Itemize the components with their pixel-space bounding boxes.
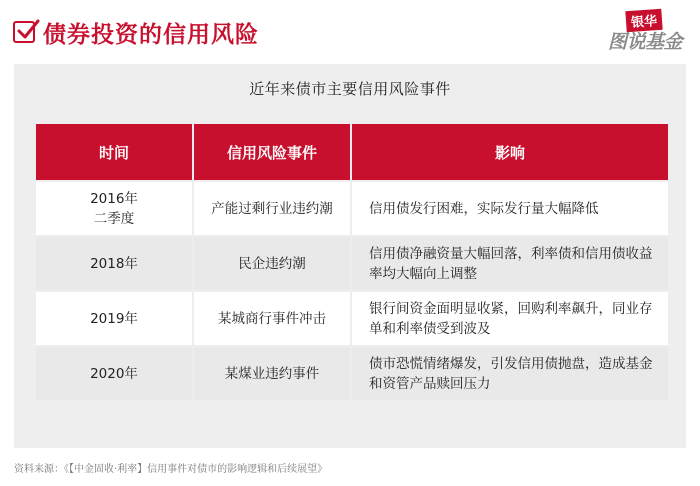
table-row [36, 292, 668, 345]
table-row [36, 347, 668, 400]
source-note: 资料来源：《【中金固收·利率】信用事件对债市的影响逻辑和后续展望》 [14, 464, 328, 475]
logo-text: 图说基金 [608, 31, 683, 53]
cell-time: 2016年 二季度 [36, 182, 192, 235]
risk-events-table [34, 122, 670, 402]
cell-event: 某煤业违约事件 [194, 347, 350, 400]
cell-event: 民企违约潮 [194, 237, 350, 290]
cell-impact: 银行间资金面明显收紧，回购利率飙升，同业存单和利率债受到波及 [352, 292, 668, 345]
column-header-impact: 影响 [352, 124, 668, 180]
table-row [36, 182, 668, 235]
page-title: 债券投资的信用风险 [43, 22, 259, 48]
cell-impact: 债市恐慌情绪爆发，引发信用债抛盘，造成基金和资管产品赎回压力 [352, 347, 668, 400]
cell-time: 2019年 [36, 292, 192, 345]
cell-event: 产能过剩行业违约潮 [194, 182, 350, 235]
column-header-time: 时间 [36, 124, 192, 180]
column-header-event: 信用风险事件 [194, 124, 350, 180]
checkbox-icon [13, 21, 35, 43]
table-header-row [36, 124, 668, 180]
cell-time: 2018年 [36, 237, 192, 290]
cell-event: 某城商行事件冲击 [194, 292, 350, 345]
cell-impact: 信用债发行困难，实际发行量大幅降低 [352, 182, 668, 235]
table-title: 近年来债市主要信用风险事件 [249, 80, 451, 98]
brand-logo [598, 10, 694, 54]
cell-time: 2020年 [36, 347, 192, 400]
logo-tag: 银华 [625, 9, 662, 32]
table-row [36, 237, 668, 290]
cell-impact: 信用债净融资量大幅回落，利率债和信用债收益率均大幅向上调整 [352, 237, 668, 290]
content-card [14, 64, 686, 448]
header [0, 0, 700, 60]
